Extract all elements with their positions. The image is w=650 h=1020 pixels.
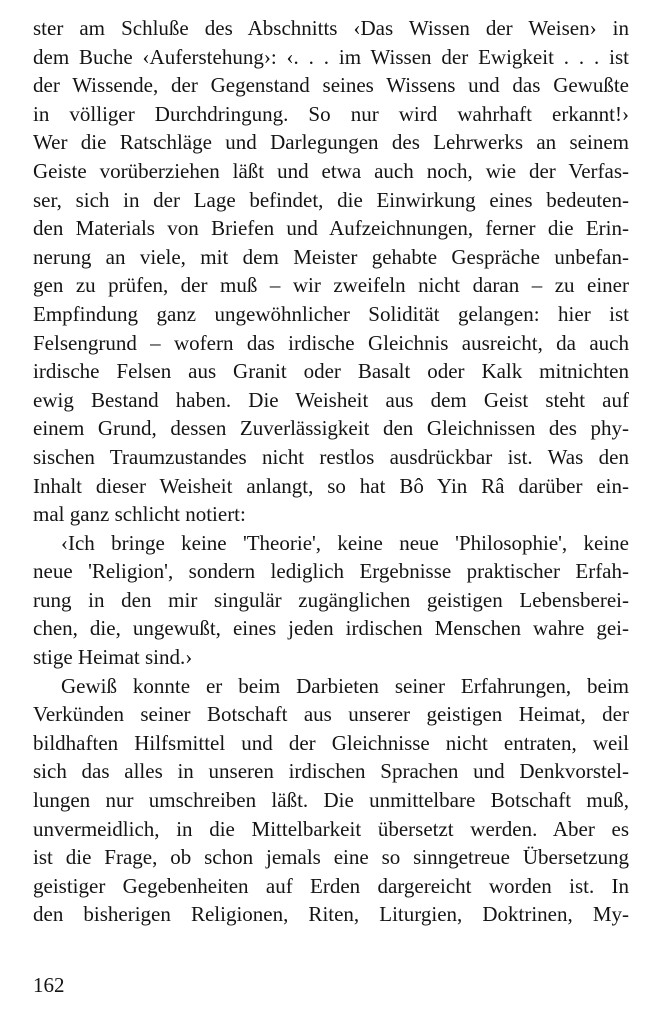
text-line: ster am Schluße des Abschnitts ‹Das Wissen der Weisen› in bbox=[33, 16, 629, 40]
text-line: gen zu prüfen, der muß – wir zweifeln nicht daran – zu einer bbox=[33, 273, 629, 298]
text-line: lungen nur umschreiben läßt. Die unmittelbare Botschaft muß, bbox=[33, 788, 629, 813]
text-line: einem Grund, dessen Zuverlässigkeit den Gleichnissen des phy- bbox=[33, 416, 629, 441]
text-line: sischen Traumzustandes nicht restlos ausdrückbar ist. Was den bbox=[33, 444, 629, 469]
text-line: chen, die, ungewußt, eines jeden irdischen Menschen wahre gei- bbox=[33, 616, 629, 641]
body-text bbox=[33, 14, 629, 929]
text-line: nerung an viele, mit dem Meister gehabte Gespräche unbefan- bbox=[33, 244, 629, 269]
text-line: Geiste vorüberziehen läßt und etwa auch noch, wie der Verfas- bbox=[33, 158, 629, 183]
page-number: 162 bbox=[33, 973, 65, 997]
text-line: ser, sich in der Lage befindet, die Einwirkung eines bedeuten- bbox=[33, 187, 629, 212]
text-line: bildhaften Hilfsmittel und der Gleichnisse nicht entraten, weil bbox=[33, 730, 629, 755]
text-line: mal ganz schlicht notiert: bbox=[33, 502, 246, 527]
text-line: unvermeidlich, in die Mittelbarkeit übersetzt werden. Aber es bbox=[33, 816, 629, 841]
text-line: Empfindung ganz ungewöhnlicher Solidität gelangen: hier ist bbox=[33, 301, 629, 326]
text-line: ist die Frage, ob schon jemals eine so sinngetreue Übersetzung bbox=[33, 845, 629, 870]
text-line: irdische Felsen aus Granit oder Basalt oder Kalk mitnichten bbox=[33, 359, 629, 384]
text-line: ewig Bestand haben. Die Weisheit aus dem Geist steht auf bbox=[33, 387, 629, 412]
text-line: Wer die Ratschläge und Darlegungen des Lehrwerks an seinem bbox=[33, 130, 629, 155]
text-line: in völliger Durchdringung. So nur wird wahrhaft erkannt!› bbox=[33, 101, 629, 126]
text-line: neue 'Religion', sondern lediglich Ergebnisse praktischer Erfah- bbox=[33, 559, 629, 584]
text-line: Gewiß konnte er beim Darbieten seiner Erfahrungen, beim bbox=[61, 673, 629, 698]
text-line: rung in den mir singulär zugänglichen geistigen Lebensberei- bbox=[33, 587, 629, 612]
text-line: Verkünden seiner Botschaft aus unserer geistigen Heimat, der bbox=[33, 702, 629, 727]
text-line: der Wissende, der Gegenstand seines Wissens und das Gewußte bbox=[33, 73, 629, 98]
text-line: sich das alles in unseren irdischen Sprachen und Denkvorstel- bbox=[33, 759, 629, 784]
text-line: den bisherigen Religionen, Riten, Liturgien, Doktrinen, My- bbox=[33, 902, 629, 927]
text-line: ‹Ich bringe keine 'Theorie', keine neue 'Philosophie', keine bbox=[61, 530, 629, 555]
text-line: geistiger Gegebenheiten auf Erden dargereicht worden ist. In bbox=[33, 873, 629, 898]
text-line: Felsengrund – wofern das irdische Gleichnis ausreicht, da auch bbox=[33, 330, 629, 355]
text-line: den Materials von Briefen und Aufzeichnungen, ferner die Erin- bbox=[33, 216, 629, 241]
text-line: Inhalt dieser Weisheit anlangt, so hat Bô Yin Râ darüber ein- bbox=[33, 473, 629, 498]
text-line: stige Heimat sind.› bbox=[33, 645, 193, 670]
text-line: dem Buche ‹Auferstehung›: ‹. . . im Wissen der Ewigkeit . . . ist bbox=[33, 44, 629, 69]
